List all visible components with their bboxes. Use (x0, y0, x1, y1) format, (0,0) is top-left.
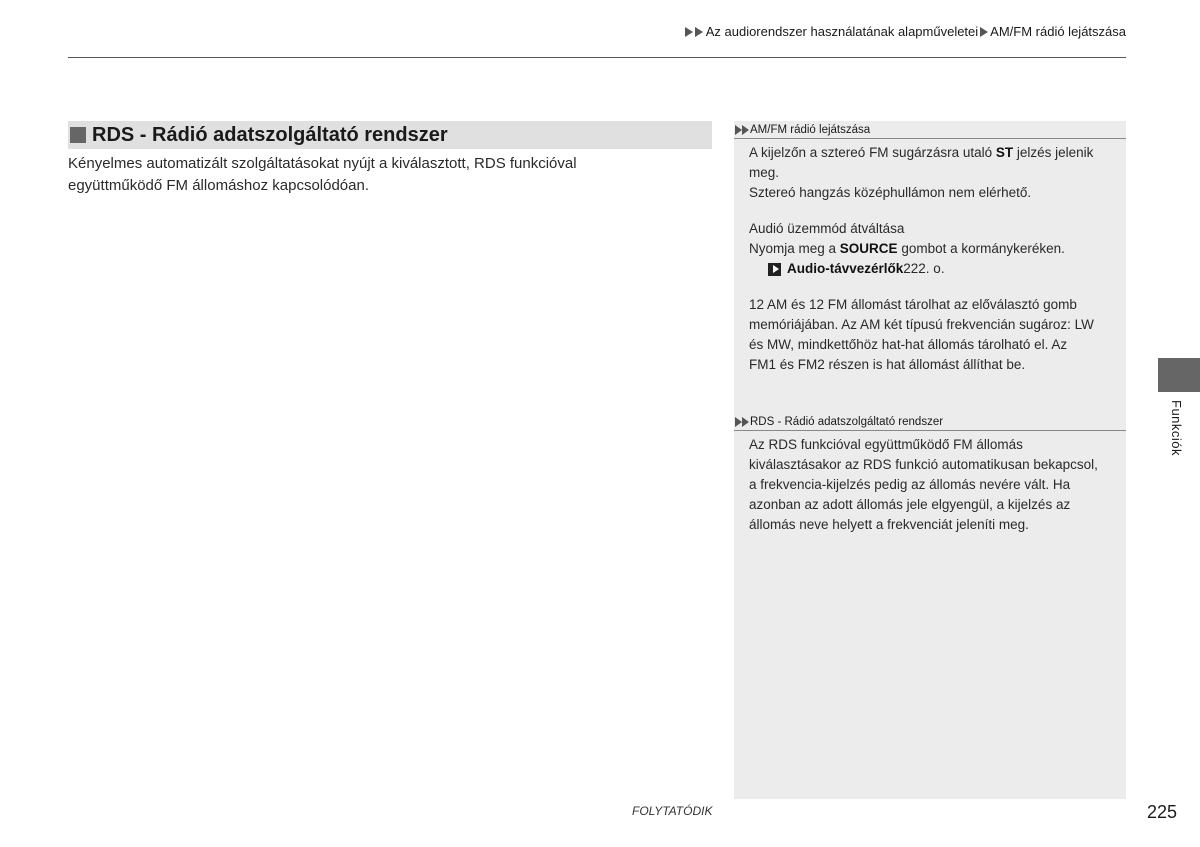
note-text: jelzés jelenik meg. (749, 145, 1094, 180)
section-body (68, 153, 688, 197)
breadcrumb-separator-icon (980, 27, 988, 37)
note-text: gombot a kormánykeréken. (897, 241, 1065, 256)
note-line: memóriájában. Az AM két típusú frekvencián sugároz: LW (749, 317, 1094, 332)
breadcrumb (685, 24, 1126, 39)
section-title: RDS - Rádió adatszolgáltató rendszer (92, 123, 448, 146)
note-line: FM1 és FM2 részen is hat állomást állíthat be. (749, 357, 1026, 372)
breadcrumb-arrow-icon (685, 27, 693, 37)
breadcrumb-arrow-icon (695, 27, 703, 37)
side-notes-panel (734, 121, 1126, 799)
note-heading-text: RDS - Rádió adatszolgáltató rendszer (750, 415, 944, 428)
reference-page: 222. o. (903, 261, 945, 276)
note-arrows-icon (735, 417, 749, 427)
note-paragraph (749, 239, 1121, 259)
cross-reference-link[interactable] (749, 259, 1121, 279)
note-line: Az RDS funkcióval együttműködő FM állomás (749, 437, 1023, 452)
reference-arrow-icon (768, 263, 781, 276)
note-bold-text: SOURCE (839, 241, 898, 256)
note-text: A kijelzőn a sztereó FM sugárzásra utaló (749, 145, 996, 160)
chapter-tab[interactable] (1158, 358, 1200, 392)
note-arrows-icon (735, 125, 749, 135)
note-line: állomás neve helyett a frekvenciát jeleníti meg. (749, 517, 1029, 532)
breadcrumb-parent: Az audiorendszer használatának alapműveletei (705, 24, 979, 39)
page-number: 225 (1147, 802, 1178, 822)
note-paragraph: Audió üzemmód átváltása (749, 221, 905, 236)
note-line: és MW, mindkettőhöz hat-hat állomás tárolható el. Az (749, 337, 1068, 352)
note-bold-text: ST (995, 145, 1014, 160)
chapter-tab-label: Funkciók (1169, 400, 1184, 457)
section-marker-icon (70, 127, 86, 143)
note-line: azonban az adott állomás jele elgyengül, a kijelzés az (749, 497, 1071, 512)
reference-title: Audio-távvezérlők (787, 261, 904, 276)
note-line: kiválasztásakor az RDS funkció automatikusan bekapcsol, (749, 457, 1098, 472)
breadcrumb-current: AM/FM rádió lejátszása (990, 24, 1126, 39)
note-heading-amfm (734, 121, 1126, 139)
note-body-amfm (749, 143, 1121, 375)
header-divider (68, 57, 1126, 58)
body-line: Kényelmes automatizált szolgáltatásokat nyújt a kiválasztott, RDS funkcióval (68, 155, 577, 172)
note-line: 12 AM és 12 FM állomást tárolhat az előválasztó gomb (749, 297, 1077, 312)
continued-label: FOLYTATÓDIK (632, 804, 713, 818)
note-heading-text: AM/FM rádió lejátszása (750, 123, 871, 136)
note-line: a frekvencia-kijelzés pedig az állomás nevére vált. Ha (749, 477, 1071, 492)
body-line: együttműködő FM állomáshoz kapcsolódóan. (68, 177, 369, 194)
note-body-rds (749, 435, 1121, 535)
note-heading-rds (734, 413, 1126, 431)
section-heading (68, 121, 712, 149)
note-paragraph (749, 143, 1121, 183)
note-text: Nyomja meg a (749, 241, 840, 256)
note-paragraph: Sztereó hangzás középhullámon nem elérhető. (749, 185, 1032, 200)
